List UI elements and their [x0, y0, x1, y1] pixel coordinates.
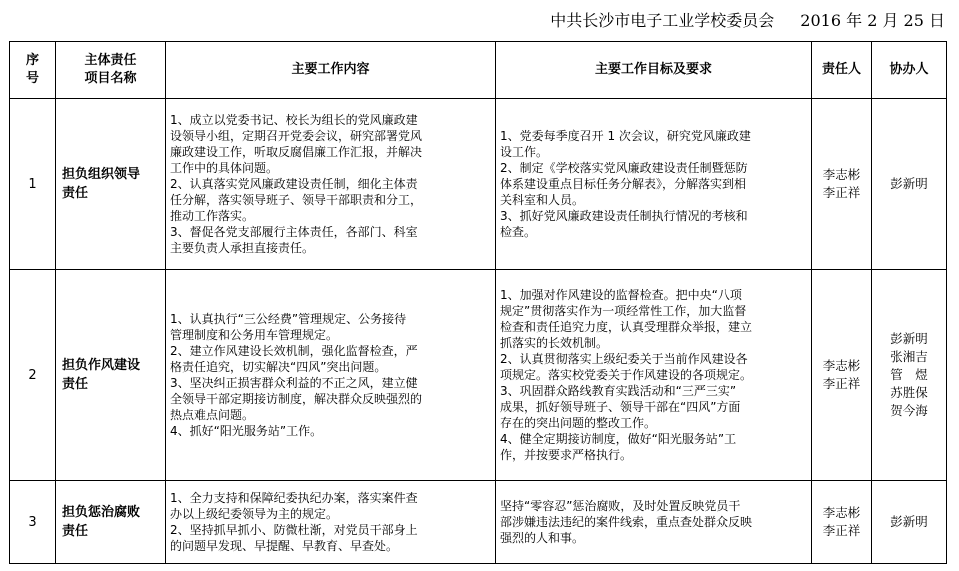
text-line: 1、加强对作风建设的监督检查。把中央“八项 — [500, 288, 742, 302]
work-goals — [496, 481, 812, 564]
text-line: 廉政建设工作，听取反腐倡廉工作汇报，并解决 — [170, 145, 423, 159]
text-line: 设领导小组，定期召开党委会议，研究部署党风 — [170, 129, 423, 143]
project-name: 担负组织领导 责任 — [56, 99, 166, 270]
text-line: 3、坚决纠正损害群众利益的不正之风，建立健 — [170, 376, 418, 390]
text-line: 1、成立以党委书记、校长为组长的党风廉政建 — [170, 113, 418, 127]
text-line: 2、制定《学校落实党风廉政建设责任制暨惩防 — [500, 161, 748, 175]
text-line: 4、健全定期接访制度，做好“阳光服务站”工 — [500, 432, 737, 446]
project-name: 担负惩治腐败 责任 — [56, 481, 166, 564]
text-line: 检查和责任追究力度，认真受理群众举报，建立 — [500, 320, 753, 334]
document-header — [550, 8, 945, 31]
work-content — [166, 270, 496, 481]
assisting-persons: 彭新明 — [872, 481, 947, 564]
work-content — [166, 99, 496, 270]
text-line: 1、党委每季度召开 1 次会议，研究党风廉政建 — [500, 129, 751, 143]
text-line: 管理制度和公务用车管理规定。 — [170, 328, 339, 342]
header-content: 主要工作内容 — [166, 42, 496, 99]
table-header-row — [10, 42, 947, 99]
text-line: 1、认真执行“三公经费”管理规定、公务接待 — [170, 312, 407, 326]
text-line: 4、抓好“阳光服务站”工作。 — [170, 424, 323, 438]
table-row — [10, 99, 947, 270]
text-line: 成果，抓好领导班子、领导干部在“四风”方面 — [500, 400, 741, 414]
text-line: 任分解，落实领导班子、领导干部职责和分工， — [170, 193, 423, 207]
text-line: 存在的突出问题的整改工作。 — [500, 416, 657, 430]
responsibility-table — [9, 41, 947, 564]
text-line: 热点难点问题。 — [170, 408, 255, 422]
text-line: 2、认真贯彻落实上级纪委关于当前作风建设各 — [500, 352, 748, 366]
text-line: 作，并按要求严格执行。 — [500, 448, 633, 462]
text-line: 的问题早发现、早提醒、早教育、早查处。 — [170, 539, 399, 553]
responsible-persons: 李志彬 李正祥 — [812, 99, 872, 270]
table-row — [10, 481, 947, 564]
work-goals — [496, 99, 812, 270]
text-line: 办以上级纪委领导为主的规定。 — [170, 507, 339, 521]
row-number: 3 — [10, 481, 56, 564]
row-number: 2 — [10, 270, 56, 481]
text-line: 3、抓好党风廉政建设责任制执行情况的考核和 — [500, 209, 748, 223]
text-line: 规定”贯彻落实作为一项经常性工作，加大监督 — [500, 304, 747, 318]
header-assist: 协办人 — [872, 42, 947, 99]
text-line: 3、巩固群众路线教育实践活动和“三严三实” — [500, 384, 737, 398]
header-project: 主体责任 项目名称 — [56, 42, 166, 99]
header-no: 序 号 — [10, 42, 56, 99]
text-line: 强烈的人和事。 — [500, 531, 585, 545]
text-line: 体系建设重点目标任务分解表》，分解落实到相 — [500, 177, 747, 191]
row-number: 1 — [10, 99, 56, 270]
text-line: 项规定。落实校党委关于作风建设的各项规定。 — [500, 368, 753, 382]
text-line: 全领导干部定期接访制度，解决群众反映强烈的 — [170, 392, 423, 406]
text-line: 2、坚持抓早抓小、防微杜渐，对党员干部身上 — [170, 523, 418, 537]
text-line: 格责任追究，切实解决“四风”突出问题。 — [170, 360, 387, 374]
text-line: 1、全力支持和保障纪委执纪办案，落实案件查 — [170, 491, 418, 505]
responsible-persons: 李志彬 李正祥 — [812, 481, 872, 564]
text-line: 部涉嫌违法违纪的案件线索，重点查处群众反映 — [500, 515, 753, 529]
organization-name: 中共长沙市电子工业学校委员会 — [550, 11, 775, 30]
text-line: 推动工作落实。 — [170, 209, 255, 223]
header-goals: 主要工作目标及要求 — [496, 42, 812, 99]
assisting-persons: 彭新明 — [872, 99, 947, 270]
work-goals — [496, 270, 812, 481]
text-line: 2、认真落实党风廉政建设责任制，细化主体责 — [170, 177, 418, 191]
text-line: 设工作。 — [500, 145, 549, 159]
responsible-persons: 李志彬 李正祥 — [812, 270, 872, 481]
assisting-persons: 彭新明 张湘吉 管 煜 苏胜保 贺今海 — [872, 270, 947, 481]
text-line: 抓落实的长效机制。 — [500, 336, 609, 350]
project-name: 担负作风建设 责任 — [56, 270, 166, 481]
table-row — [10, 270, 947, 481]
text-line: 2、建立作风建设长效机制，强化监督检查，严 — [170, 344, 418, 358]
text-line: 3、督促各党支部履行主体责任，各部门、科室 — [170, 225, 418, 239]
text-line: 工作中的具体问题。 — [170, 161, 279, 175]
text-line: 关科室和人员。 — [500, 193, 585, 207]
work-content — [166, 481, 496, 564]
text-line: 坚持“零容忍”惩治腐败，及时处置反映党员干 — [500, 499, 741, 513]
header-responsible: 责任人 — [812, 42, 872, 99]
text-line: 检查。 — [500, 225, 537, 239]
text-line: 主要负责人承担直接责任。 — [170, 241, 315, 255]
document-date: 2016 年 2 月 25 日 — [800, 11, 945, 30]
